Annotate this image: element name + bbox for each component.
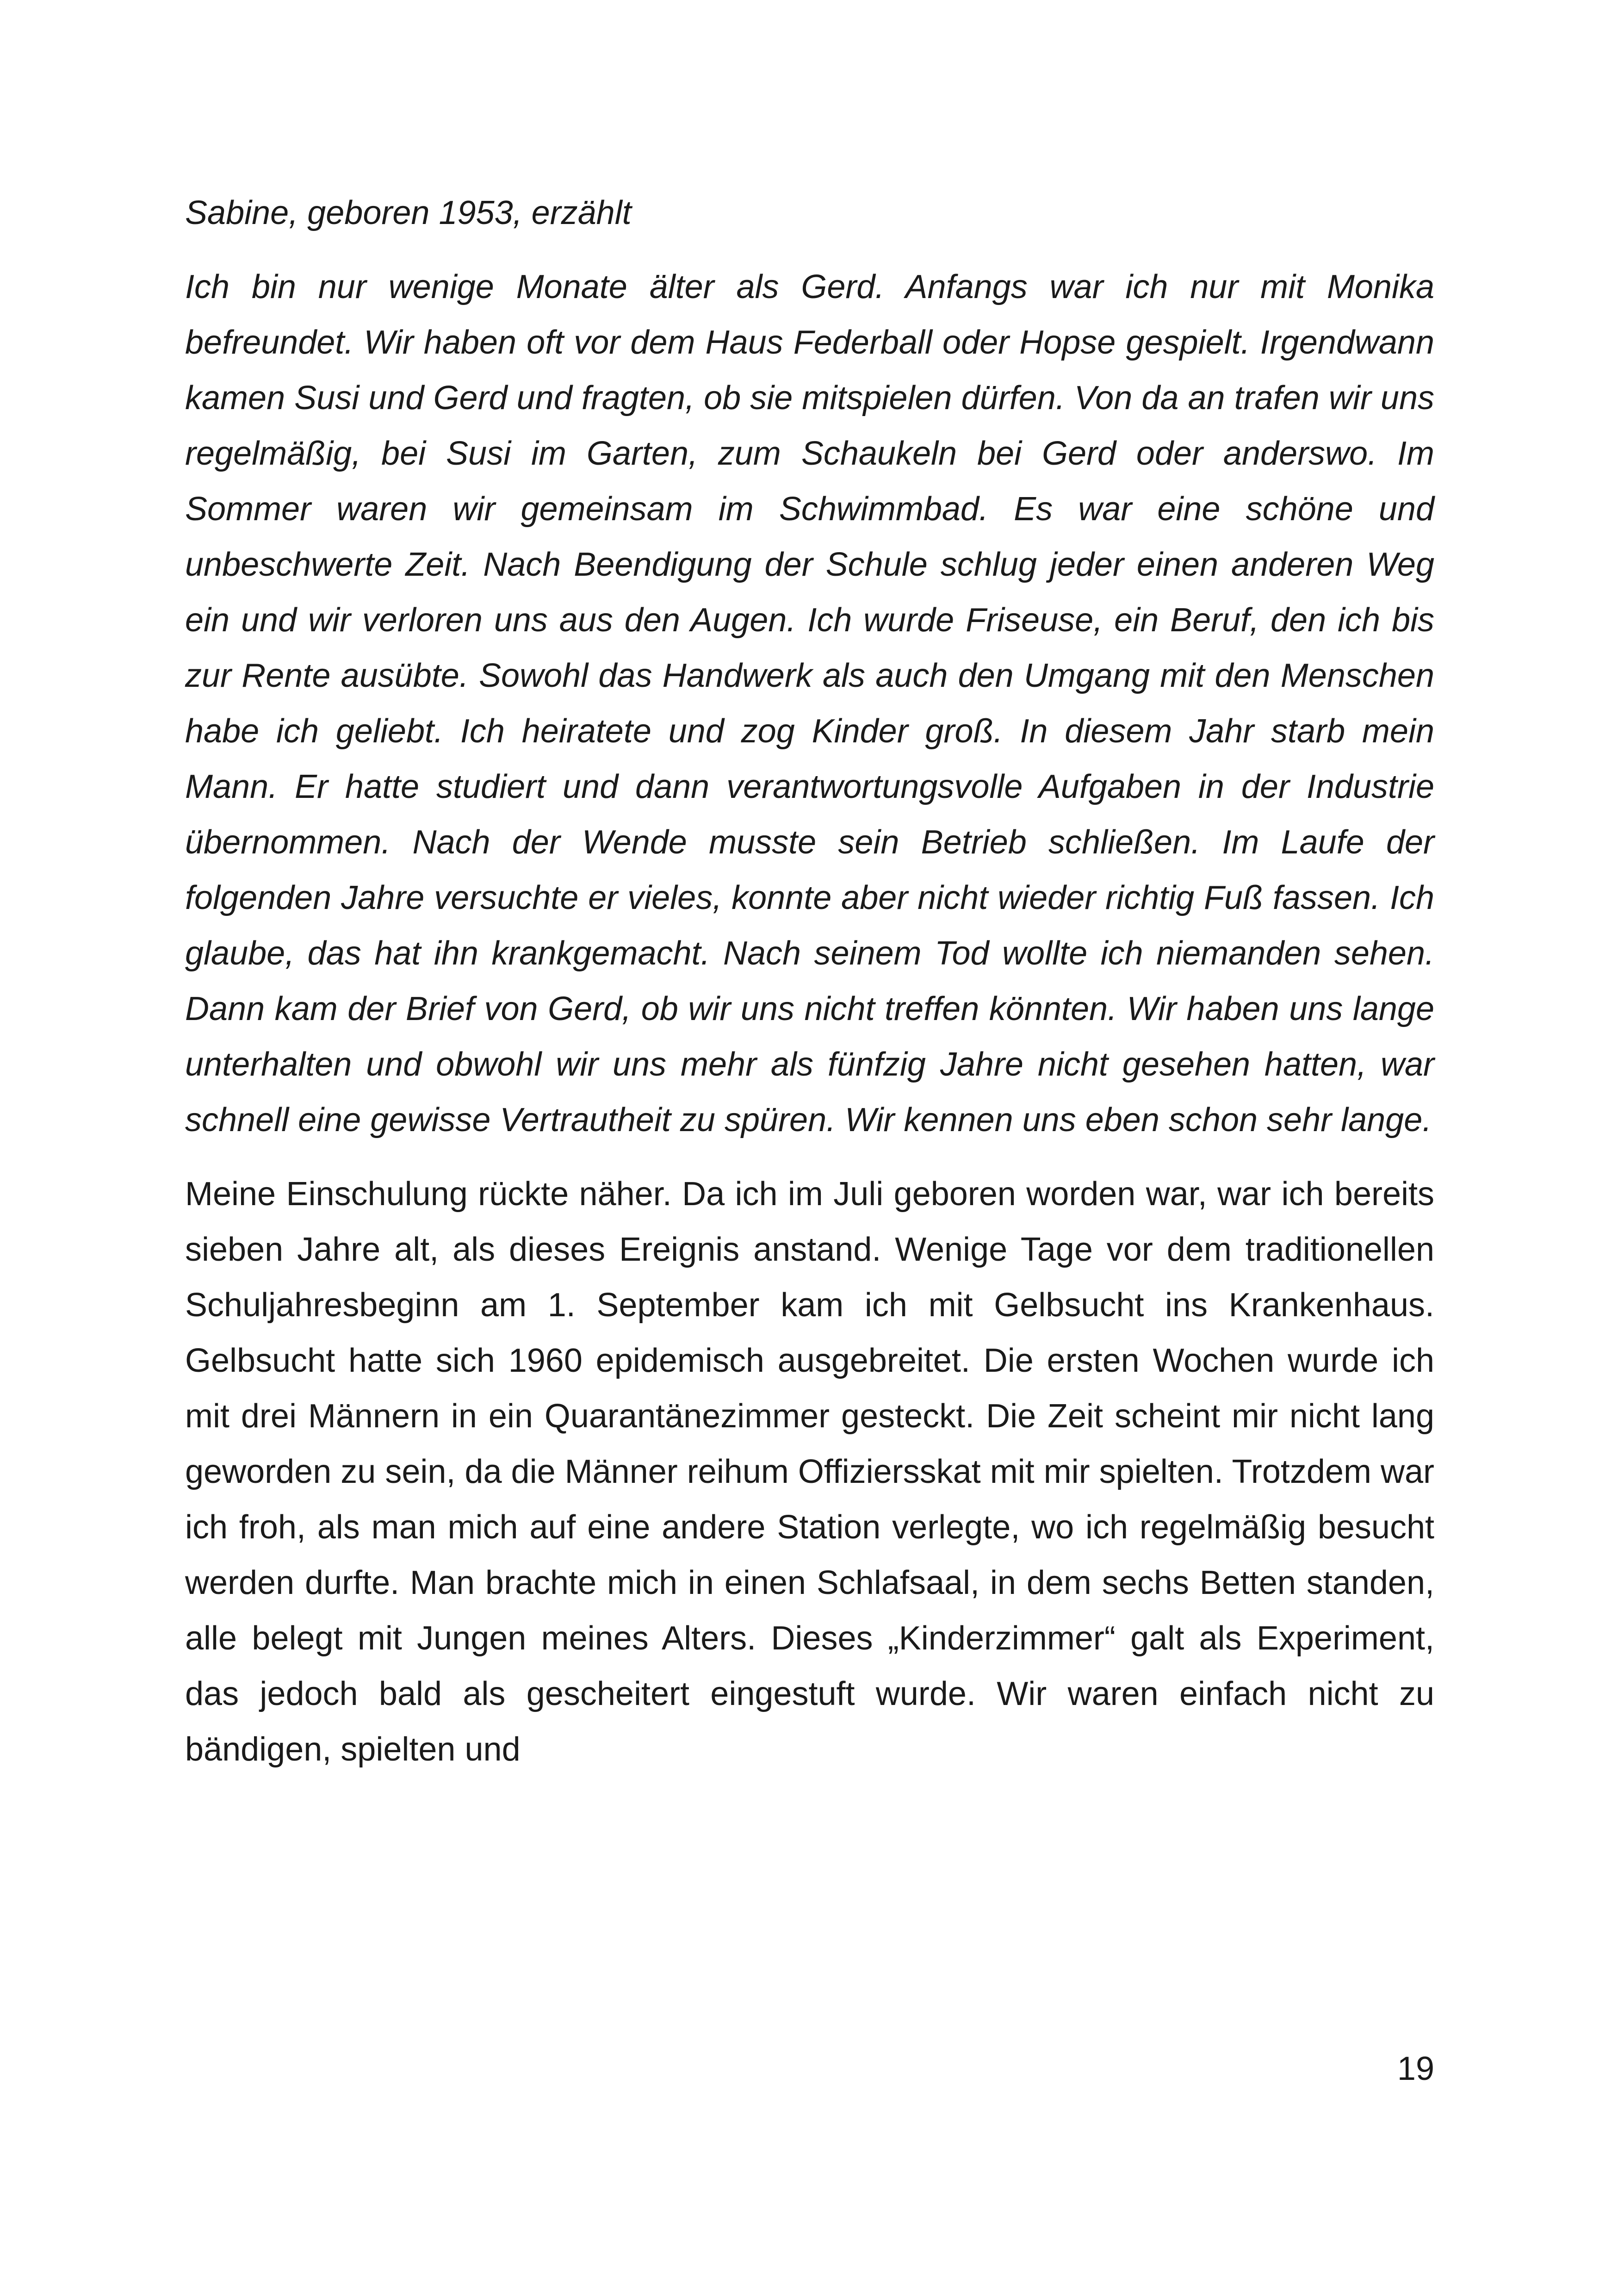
quote-paragraph: Ich bin nur wenige Monate älter als Gerd. Anfangs war ich nur mit Monika befreundet. Wir haben oft vor dem Haus Federball oder Hopse gespielt. Irgendwann kamen Susi und Gerd und fragten, ob sie mitspielen dürfen. Von da an trafen wir uns regelmäßig, bei Susi im Garten, zum Schaukeln bei Gerd oder anderswo. Im Sommer waren wir gemeinsam im Schwimmbad. Es war eine schöne und unbeschwerte Zeit. Nach Beendigung der Schule schlug jeder einen anderen Weg ein und wir verloren uns aus den Augen. Ich wurde Friseuse, ein Beruf, den ich bis zur Rente ausübte. Sowohl das Handwerk als auch den Umgang mit den Menschen habe ich geliebt. Ich heiratete und zog Kinder groß. In diesem Jahr starb mein Mann. Er hatte studiert und dann verantwortungsvolle Aufgaben in der Industrie übernommen. Nach der Wende musste sein Betrieb schließen. Im Laufe der folgenden Jahre versuchte er vieles, konnte aber nicht wieder richtig Fuß fassen. Ich glaube, das hat ihn krankgemacht. Nach seinem Tod wollte ich niemanden sehen. Dann kam der Brief von Gerd, ob wir uns nicht treffen könnten. Wir haben uns lange unterhalten und obwohl wir uns mehr als fünfzig Jahre nicht gesehen hatten, war schnell eine gewisse Vertrautheit zu spüren. Wir kennen uns eben schon sehr lange. bbox=[185, 268, 1434, 1139]
section-heading: Sabine, geboren 1953, erzählt bbox=[185, 194, 632, 231]
document-page bbox=[185, 185, 1434, 1777]
body-paragraph: Meine Einschulung rückte näher. Da ich im Juli geboren worden war, war ich bereits sieben Jahre alt, als dieses Ereignis anstand. Wenige Tage vor dem traditionellen Schuljahresbeginn am 1. September kam ich mit Gelbsucht ins Krankenhaus. Gelbsucht hatte sich 1960 epidemisch ausgebreitet. Die ersten Wochen wurde ich mit drei Männern in ein Quarantänezimmer gesteckt. Die Zeit scheint mir nicht lang geworden zu sein, da die Männer reihum Offiziersskat mit mir spielten. Trotzdem war ich froh, als man mich auf eine andere Station verlegte, wo ich regelmäßig besucht werden durfte. Man brachte mich in einen Schlafsaal, in dem sechs Betten standen, alle belegt mit Jungen meines Alters. Dieses „Kinderzimmer“ galt als Experiment, das jedoch bald als gescheitert eingestuft wurde. Wir waren einfach nicht zu bändigen, spielten und bbox=[185, 1176, 1434, 1768]
page-number: 19 bbox=[1397, 2050, 1434, 2087]
